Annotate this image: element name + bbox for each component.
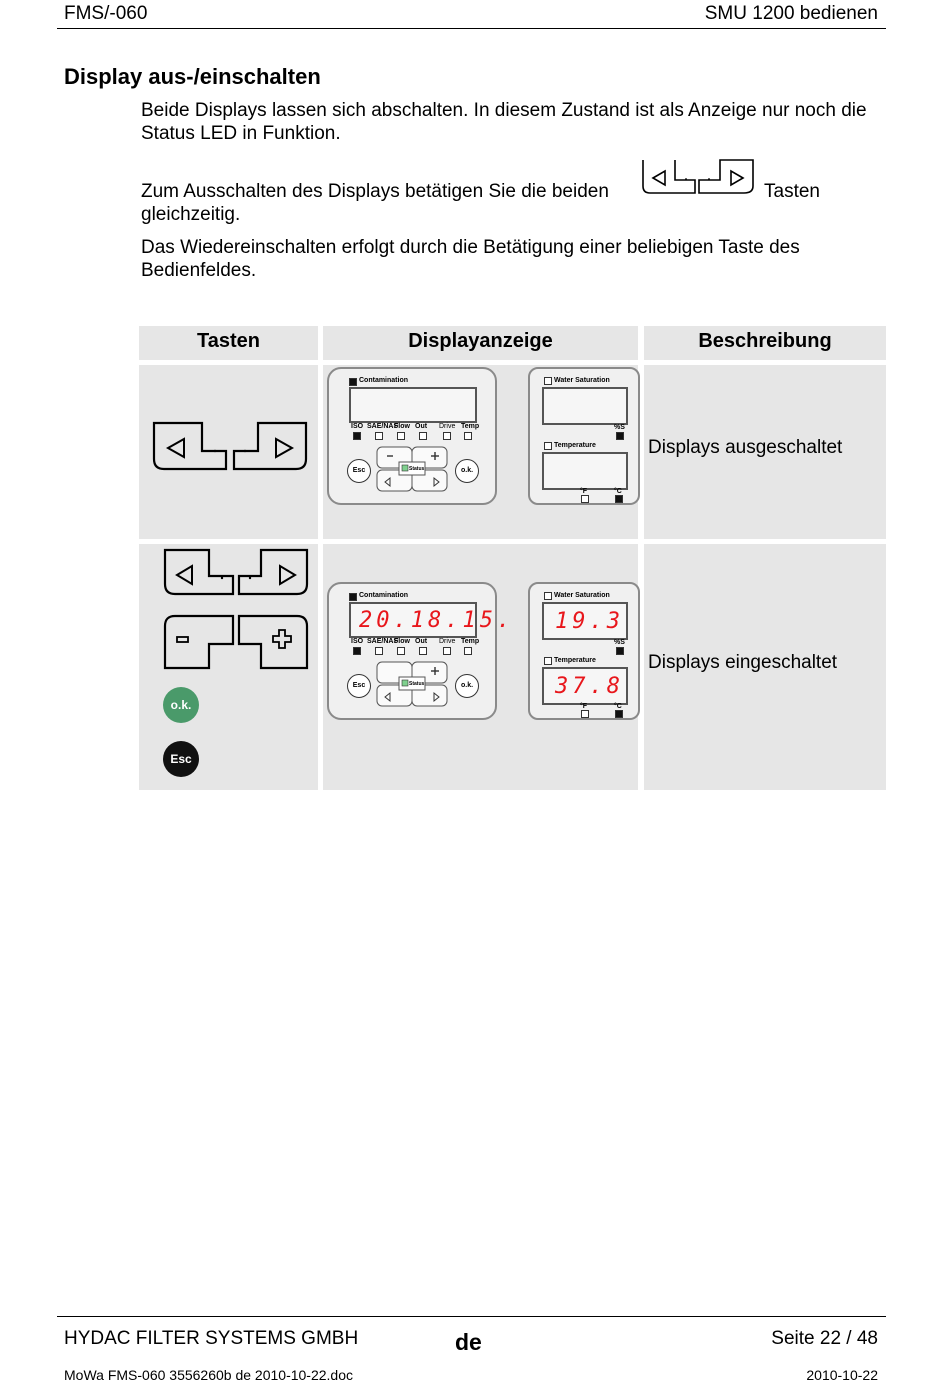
temperature-led [544,442,552,450]
water-led [544,592,552,600]
header-left: FMS/-060 [64,3,148,24]
temperature-lcd [542,667,628,705]
contamination-led [349,593,357,601]
table-cell-description [644,544,886,790]
led-out [419,432,427,440]
section-title: Display aus-/einschalten [64,64,321,89]
indicator-flow: Flow [394,423,410,430]
footer-rule [57,1316,886,1317]
header-right: SMU 1200 bedienen [704,3,878,24]
percent-led [616,432,624,440]
contamination-reading: 20.18.15. [359,608,515,633]
footer-company: HYDAC FILTER SYSTEMS GMBH [64,1328,359,1349]
table-cell-keys [139,365,318,539]
status-label: Status [409,681,425,687]
table-cell-description [644,365,886,539]
deg-f-led [581,495,589,503]
led-flow [397,647,405,655]
header-beschreibung: Beschreibung [698,330,832,352]
footer-page: Seite 22 / 48 [771,1328,878,1349]
led-drive [443,647,451,655]
para-2-end: Tasten [764,181,820,202]
para-3: Das Wiedereinschalten erfolgt durch die Betätigung einer beliebigen Taste des Bedienfeldes. [141,237,800,281]
sensor-display-panel [528,367,640,505]
percent-s-label: %S [614,639,625,646]
ok-button[interactable]: o.k. [455,459,479,483]
percent-s-label: %S [614,424,625,431]
indicator-iso: ISO [351,423,364,430]
table-cell-display [323,544,638,790]
footer-doc: MoWa FMS-060 3556260b de 2010-10-22.doc [64,1367,353,1383]
esc-button-icon: Esc [163,741,199,777]
led-flow [397,432,405,440]
water-saturation-label: Water Saturation [554,592,610,599]
contamination-lcd [349,602,515,638]
indicator-out: Out [415,638,428,645]
water-reading: 19.3 [555,609,624,634]
water-lcd [542,602,628,640]
para-1: Beide Displays lassen sich abschalten. In diesem Zustand ist als Anzeige nur noch die Status LED in Funktion. [141,100,867,144]
indicator-iso: ISO [351,638,364,645]
deg-c-led [615,710,623,718]
led-iso [353,432,361,440]
para-2-start: Zum Ausschalten des Displays betätigen Sie die beiden [141,181,609,202]
indicator-saenas: SAE/NAS [367,423,399,430]
esc-button[interactable]: Esc [347,674,371,698]
row-1-description: Displays ausgeschaltet [648,437,843,458]
led-drive [443,432,451,440]
ok-button-icon: o.k. [163,687,199,723]
esc-button[interactable]: Esc [347,459,371,483]
indicator-saenas: SAE/NAS [367,638,399,645]
main-display-panel [327,367,497,505]
led-out [419,647,427,655]
led-saenas [375,432,383,440]
deg-f-label: °F [580,703,588,710]
arrow-keys-icon [641,158,755,196]
temperature-led [544,657,552,665]
water-led [544,377,552,385]
plus-minus-keys-icon [163,614,309,670]
indicator-drive: Drive [439,638,456,645]
indicator-temp: Temp [461,423,480,430]
led-iso [353,647,361,655]
table-cell-keys [139,544,318,790]
contamination-label: Contamination [359,377,408,384]
deg-c-label: °C [614,703,622,710]
temperature-lcd [542,452,628,490]
footer-language: de [455,1329,482,1355]
temperature-reading: 37.8 [555,674,624,699]
contamination-label: Contamination [359,592,408,599]
deg-c-label: °C [614,488,622,495]
status-label: Status [409,466,425,472]
row-2-description: Displays eingeschaltet [648,652,838,673]
indicator-temp: Temp [461,638,480,645]
header-tasten: Tasten [197,330,260,352]
footer-date: 2010-10-22 [806,1367,878,1383]
water-lcd [542,387,628,425]
deg-f-label: °F [580,488,588,495]
deg-f-led [581,710,589,718]
table-header-cell [323,326,638,360]
contamination-led [349,378,357,386]
temperature-label: Temperature [554,657,596,664]
sensor-display-panel [528,582,640,720]
table-cell-display [323,365,638,539]
ok-button[interactable]: o.k. [455,674,479,698]
led-temp [464,432,472,440]
arrow-keys-icon [152,421,308,471]
percent-led [616,647,624,655]
indicator-flow: Flow [394,638,410,645]
header-displayanzeige: Displayanzeige [408,330,553,352]
led-temp [464,647,472,655]
indicator-out: Out [415,423,428,430]
led-saenas [375,647,383,655]
temperature-label: Temperature [554,442,596,449]
table-header-cell [644,326,886,360]
table-header-cell [139,326,318,360]
para-2-line2: gleichzeitig. [141,204,241,225]
header-rule [57,28,886,29]
deg-c-led [615,495,623,503]
water-saturation-label: Water Saturation [554,377,610,384]
contamination-lcd [349,387,477,423]
main-display-panel [327,582,515,720]
indicator-drive: Drive [439,423,456,430]
arrow-keys-icon [163,548,309,596]
